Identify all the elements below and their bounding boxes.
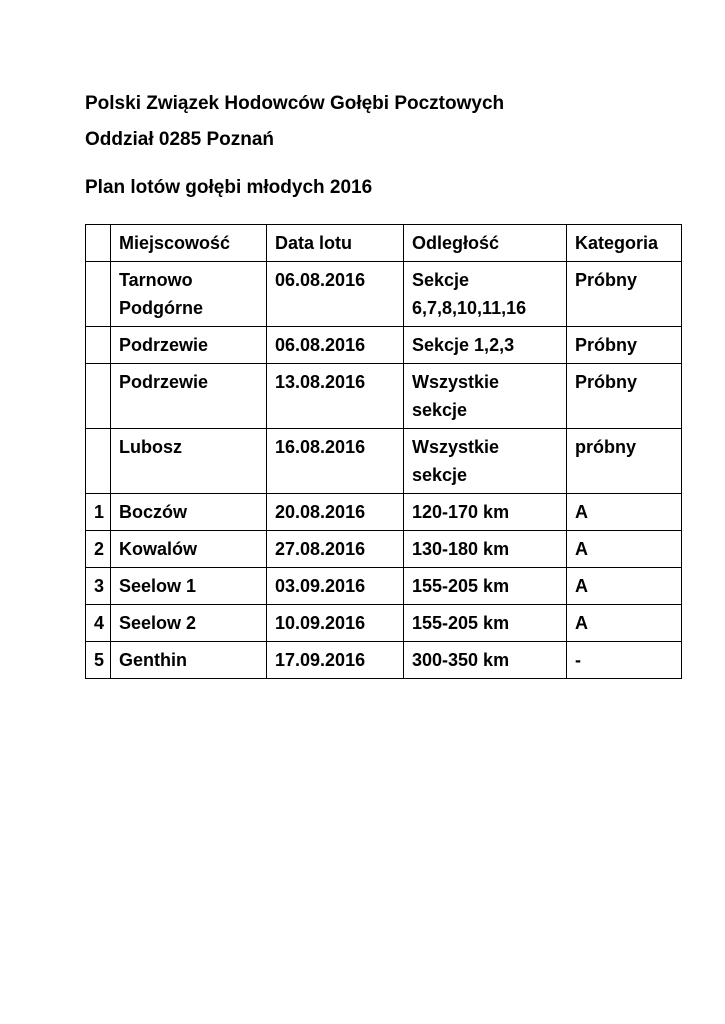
header-cell-miejscowosc: Miejscowość: [111, 225, 267, 262]
table-cell: 120-170 km: [404, 494, 567, 531]
table-cell: 1: [86, 494, 111, 531]
table-cell: A: [567, 605, 682, 642]
table-row: [86, 605, 682, 642]
header-cell-data-lotu: Data lotu: [267, 225, 404, 262]
table-cell: 03.09.2016: [267, 568, 404, 605]
table-cell: 4: [86, 605, 111, 642]
table-cell: Podrzewie: [111, 327, 267, 364]
flight-table-body: [86, 262, 682, 679]
table-cell: Genthin: [111, 642, 267, 679]
table-cell: próbny: [567, 429, 682, 494]
table-cell: 155-205 km: [404, 605, 567, 642]
document-subtitle: Plan lotów gołębi młodych 2016: [85, 177, 373, 198]
header-cell-kategoria: Kategoria: [567, 225, 682, 262]
table-cell: A: [567, 494, 682, 531]
table-cell: [86, 364, 111, 429]
table-cell: 155-205 km: [404, 568, 567, 605]
title-line-1: Polski Związek Hodowców Gołębi Pocztowych: [85, 93, 505, 114]
table-header-row: [86, 225, 682, 262]
document-title: [85, 86, 680, 158]
table-cell: 10.09.2016: [267, 605, 404, 642]
table-cell: 06.08.2016: [267, 327, 404, 364]
table-cell: Próbny: [567, 327, 682, 364]
table-cell: Lubosz: [111, 429, 267, 494]
table-cell: -: [567, 642, 682, 679]
table-cell: 300-350 km: [404, 642, 567, 679]
table-cell: Próbny: [567, 262, 682, 327]
table-cell: [86, 262, 111, 327]
table-cell: Sekcje 1,2,3: [404, 327, 567, 364]
title-line-2: Oddział 0285 Poznań: [85, 129, 274, 150]
table-row: [86, 262, 682, 327]
table-cell: 20.08.2016: [267, 494, 404, 531]
table-row: [86, 494, 682, 531]
table-cell: 5: [86, 642, 111, 679]
table-cell: 16.08.2016: [267, 429, 404, 494]
header-cell-number: [86, 225, 111, 262]
flight-plan-table: [85, 224, 682, 679]
table-cell: Wszystkie sekcje: [404, 429, 567, 494]
header-cell-odleglosc: Odległość: [404, 225, 567, 262]
table-row: [86, 642, 682, 679]
table-row: [86, 364, 682, 429]
table-cell: Seelow 2: [111, 605, 267, 642]
table-cell: 06.08.2016: [267, 262, 404, 327]
table-row: [86, 531, 682, 568]
table-cell: A: [567, 568, 682, 605]
table-cell: A: [567, 531, 682, 568]
table-cell: Wszystkie sekcje: [404, 364, 567, 429]
table-cell: 13.08.2016: [267, 364, 404, 429]
table-cell: 3: [86, 568, 111, 605]
table-cell: Boczów: [111, 494, 267, 531]
table-cell: 130-180 km: [404, 531, 567, 568]
table-row: [86, 568, 682, 605]
table-row: [86, 429, 682, 494]
table-row: [86, 327, 682, 364]
table-cell: Seelow 1: [111, 568, 267, 605]
table-cell: Sekcje 6,7,8,10,11,16: [404, 262, 567, 327]
table-cell: Kowalów: [111, 531, 267, 568]
table-cell: [86, 327, 111, 364]
table-cell: Podrzewie: [111, 364, 267, 429]
table-cell: 17.09.2016: [267, 642, 404, 679]
table-cell: Tarnowo Podgórne: [111, 262, 267, 327]
table-cell: 27.08.2016: [267, 531, 404, 568]
table-cell: Próbny: [567, 364, 682, 429]
table-cell: [86, 429, 111, 494]
table-cell: 2: [86, 531, 111, 568]
